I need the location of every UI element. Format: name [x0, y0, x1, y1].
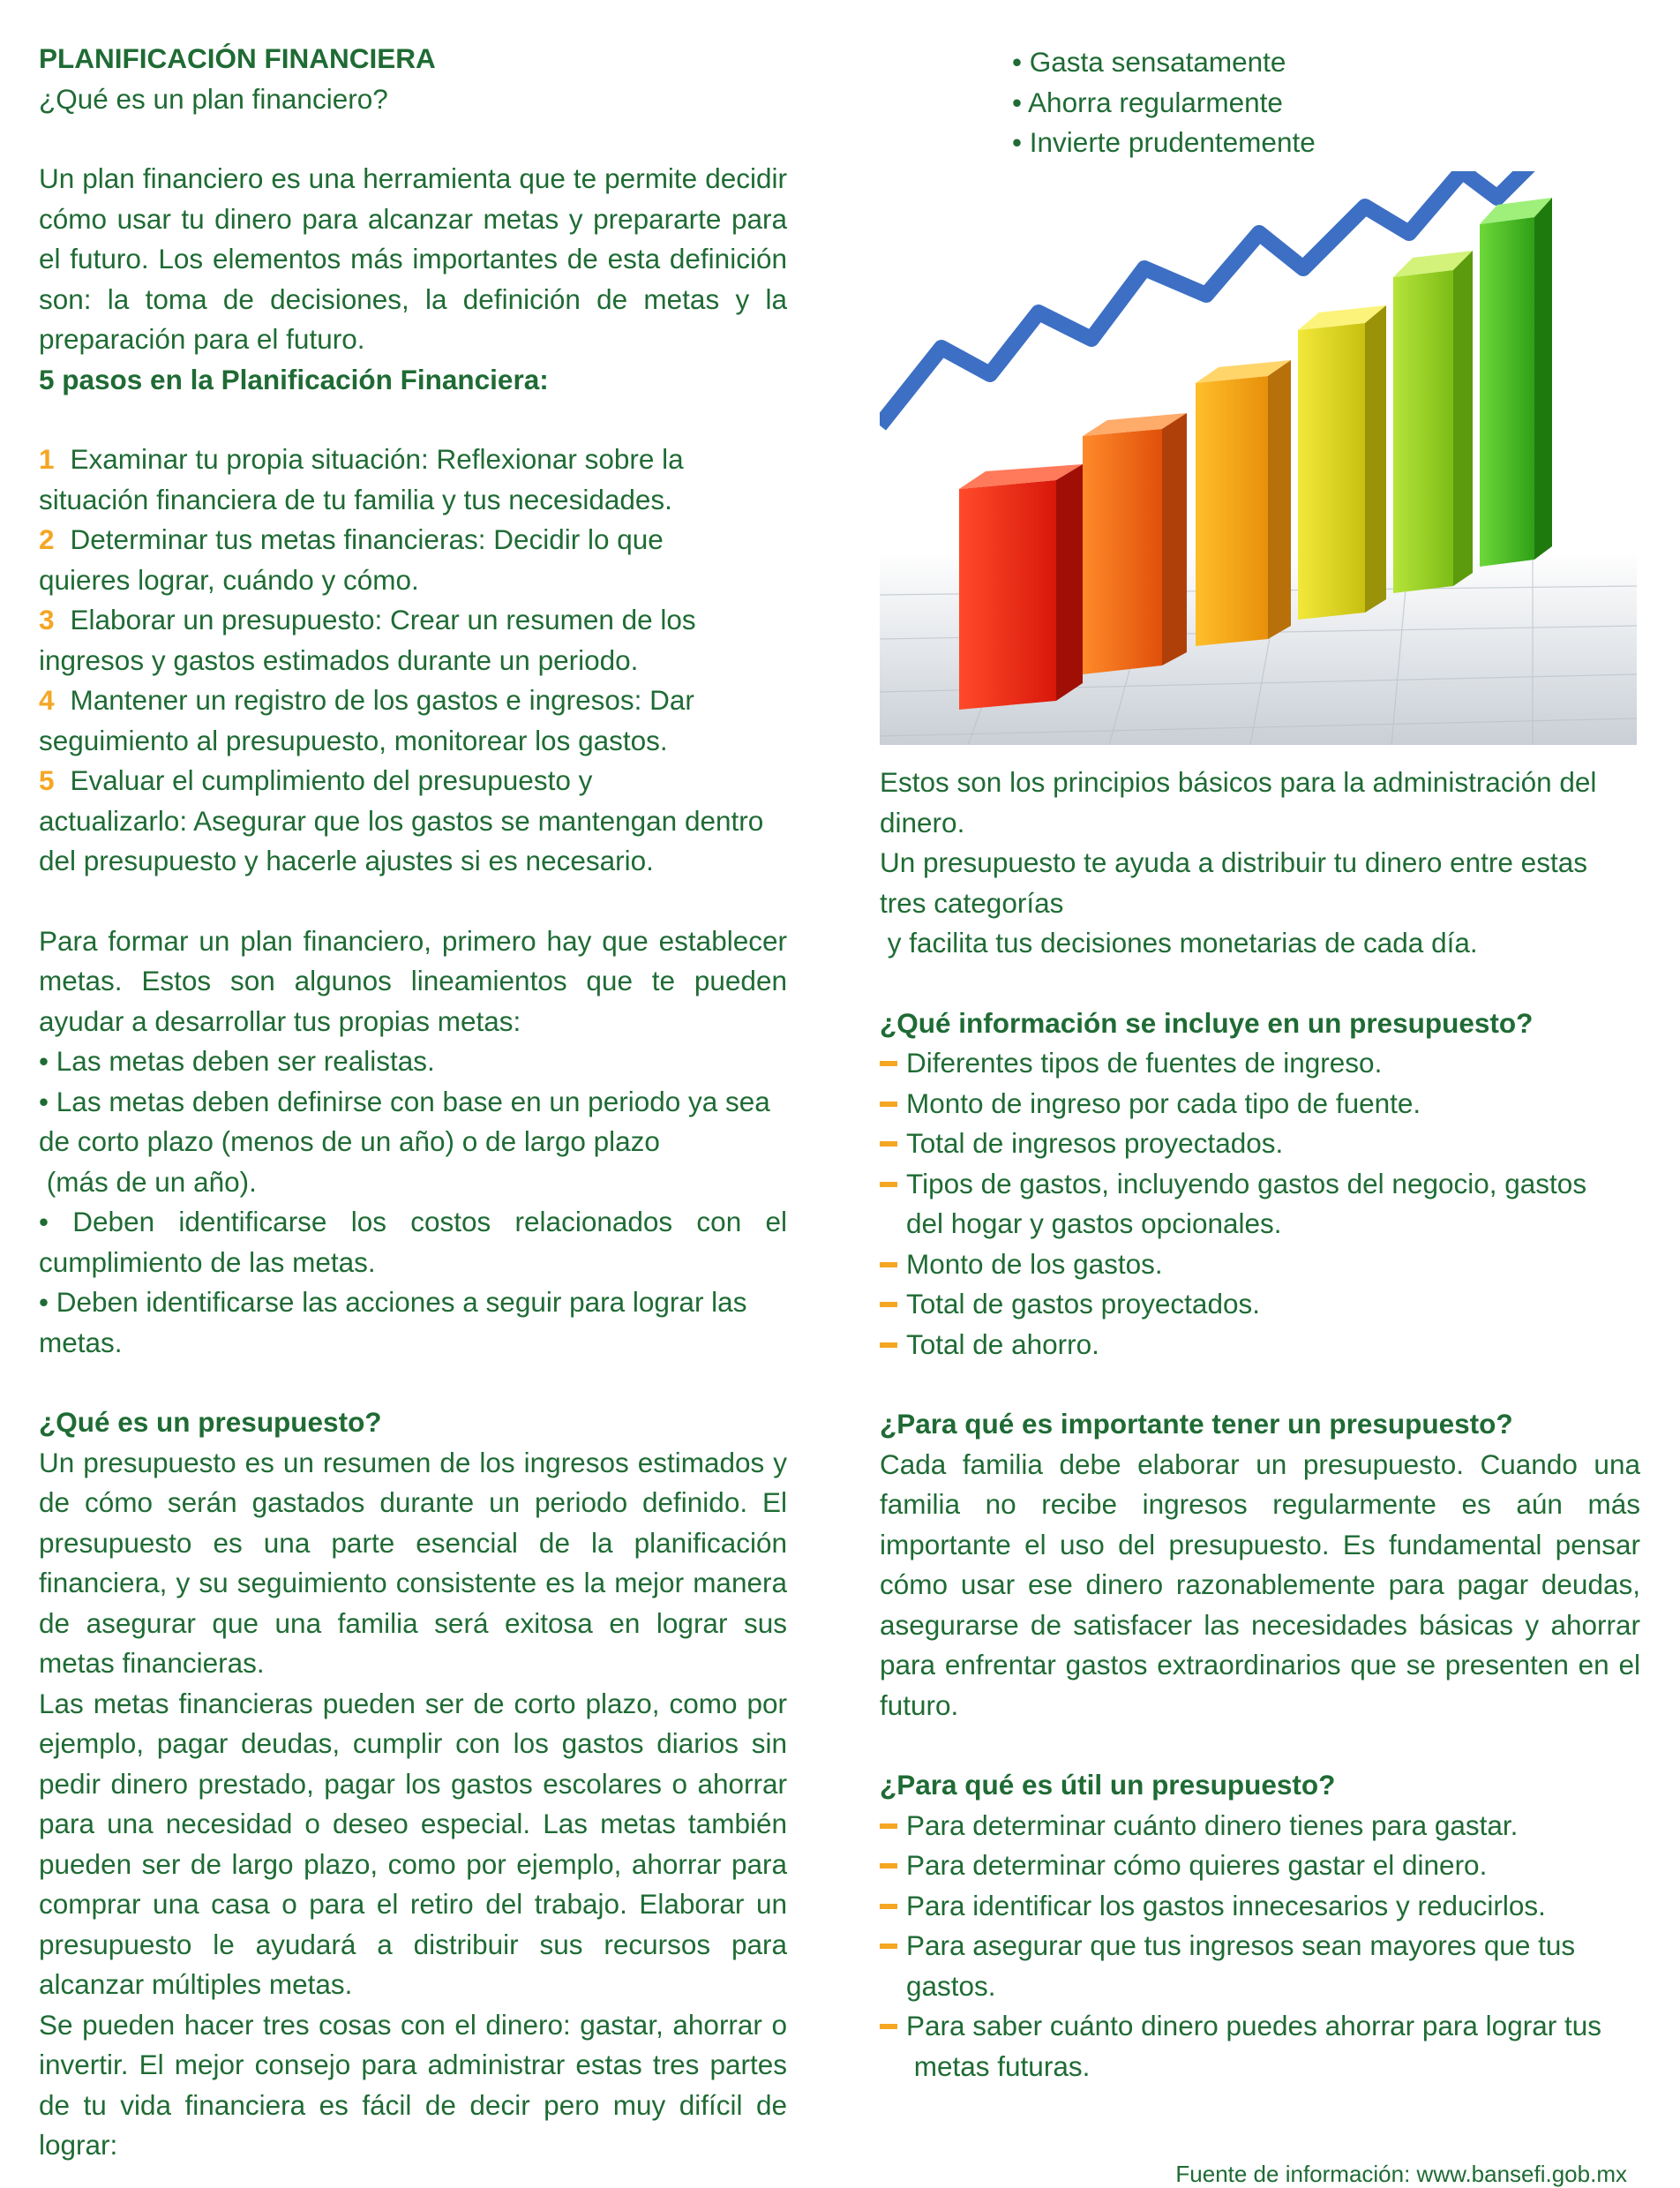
list-item: Total de ingresos proyectados.: [880, 1124, 1640, 1164]
budget-paragraph-1: Un presupuesto es un resumen de los ingresos estimados y de cómo serán gastados durante un periodo definido. El presupuesto es una parte esencial de la planificación financiera, y su seguimiento consistente es la mejor manera de asegurar que una familia será exitosa en lograr sus metas financieras.: [39, 1446, 787, 1679]
dash-bullet: [880, 1102, 897, 1107]
step-text: Mantener un registro de los gastos e ingresos: Dar: [70, 684, 694, 716]
tip-item: • Invierte prudentemente: [1012, 126, 1316, 158]
step-text-cont: situación financiera de tu familia y tus necesidades.: [39, 483, 672, 515]
list-item: Para asegurar que tus ingresos sean mayores que tus gastos.: [880, 1926, 1640, 2006]
bar-5: [1393, 251, 1473, 593]
left-column: [39, 0, 787, 2166]
dash-bullet: [880, 1823, 897, 1829]
principles-paragraph-2: Un presupuesto te ayuda a distribuir tu dinero entre estas tres categorías: [880, 846, 1587, 919]
budget-paragraph-3: Se pueden hacer tres cosas con el dinero: gastar, ahorrar o invertir. El mejor consejo para administrar estas tres partes de tu vida financiera es fácil de decir pero muy difícil de lograr:: [39, 2008, 787, 2161]
list-item: Monto de ingreso por cada tipo de fuente.: [880, 1084, 1640, 1124]
intro-paragraph: Un plan financiero es una herramienta que te permite decidir cómo usar tu dinero para alcanzar metas y prepararte para el futuro. Los elementos más importantes de esta definición son: la toma de decisiones, la definición de metas y la preparación para el futuro.: [39, 162, 787, 355]
step-number: 5: [39, 764, 55, 796]
list-item: Total de ahorro.: [880, 1325, 1640, 1365]
list-item: Tipos de gastos, incluyendo gastos del negocio, gastos del hogar y gastos opcionales.: [880, 1164, 1640, 1244]
dash-bullet: [880, 2024, 897, 2029]
goal-item: • Deben identificarse los costos relacionados con el cumplimiento de las metas.: [39, 1206, 787, 1278]
steps-heading: 5 pasos en la Planificación Financiera:: [39, 363, 549, 395]
step-text: Elaborar un presupuesto: Crear un resumen de los: [70, 604, 696, 635]
goal-item: • Las metas deben definirse con base en un periodo ya sea de corto plazo (menos de un año) o de largo plazo: [39, 1085, 770, 1157]
bar-2: [1083, 413, 1187, 674]
tip-item: • Gasta sensatamente: [1012, 46, 1286, 78]
right-column: [880, 0, 1640, 163]
step-text-cont: seguimiento al presupuesto, monitorear los gastos.: [39, 724, 668, 756]
principles-paragraph-1: Estos son los principios básicos para la administración del dinero.: [880, 766, 1597, 838]
dash-bullet: [880, 1262, 897, 1267]
step-item: [39, 440, 787, 480]
budget-heading: ¿Qué es un presupuesto?: [39, 1406, 382, 1438]
step-text: Determinar tus metas financieras: Decidir lo que: [70, 523, 664, 555]
info-list: [880, 1043, 1640, 1365]
tip-item: • Ahorra regularmente: [1012, 86, 1283, 118]
dash-bullet: [880, 1944, 897, 1949]
list-item: Total de gastos proyectados.: [880, 1284, 1640, 1325]
list-item: Para saber cuánto dinero puedes ahorrar para lograr tus metas futuras.: [880, 2006, 1640, 2086]
goal-item: • Deben identificarse las acciones a seguir para lograr las metas.: [39, 1286, 747, 1358]
right-column-lower: [880, 763, 1640, 2086]
bar-3: [1196, 360, 1291, 646]
step-text-cont: ingresos y gastos estimados durante un periodo.: [39, 643, 639, 676]
money-tips-list: [880, 42, 1640, 163]
goal-item: • Las metas deben ser realistas.: [39, 1045, 435, 1077]
goal-item-cont: (más de un año).: [39, 1165, 257, 1198]
subtitle: ¿Qué es un plan financiero?: [39, 82, 388, 115]
list-item: Para identificar los gastos innecesarios y reducirlos.: [880, 1886, 1640, 1927]
list-item: Para determinar cuánto dinero tienes para gastar.: [880, 1806, 1640, 1846]
important-heading: ¿Para qué es importante tener un presupuesto?: [880, 1408, 1513, 1440]
bar-4: [1298, 305, 1386, 620]
list-item: Para determinar cómo quieres gastar el dinero.: [880, 1846, 1640, 1886]
step-number: 4: [39, 684, 55, 716]
step-text: Evaluar el cumplimiento del presupuesto y: [70, 764, 593, 796]
important-paragraph: Cada familia debe elaborar un presupuesto. Cuando una familia no recibe ingresos regularmente es aún más importante el uso del presupuesto. Es fundamental pensar cómo usar ese dinero razonablemente para pagar deudas, asegurarse de satisfacer las necesidades básicas y ahorrar para enfrentar gastos extraordinarios que se presenten en el futuro.: [880, 1447, 1640, 1721]
step-number: 1: [39, 443, 55, 475]
step-text-cont: actualizarlo: Asegurar que los gastos se mantengan dentro del presupuesto y hacerle ajustes si es necesario.: [39, 804, 764, 876]
dash-bullet: [880, 1061, 897, 1066]
dash-bullet: [880, 1863, 897, 1868]
step-number: 3: [39, 604, 55, 635]
dash-bullet: [880, 1904, 897, 1909]
steps-list: [39, 440, 787, 882]
budget-paragraph-2: Las metas financieras pueden ser de corto plazo, como por ejemplo, pagar deudas, cumplir con los gastos diarios sin pedir dinero prestado, pagar los gastos escolares o ahorrar para una necesidad o deseo especial. Las metas también pueden ser de largo plazo, como por ejemplo, ahorrar para comprar una casa o para el retiro del trabajo. Elaborar un presupuesto le ayudará a distribuir sus recursos para alcanzar múltiples metas.: [39, 1687, 787, 2000]
step-text: Examinar tu propia situación: Reflexionar sobre la: [70, 443, 684, 475]
step-item: [39, 761, 787, 801]
step-item: [39, 520, 787, 560]
list-item: Diferentes tipos de fuentes de ingreso.: [880, 1043, 1640, 1084]
dash-bullet: [880, 1141, 897, 1147]
useful-list: [880, 1806, 1640, 2087]
bar-chart-graphic: [880, 171, 1637, 745]
list-item: Monto de los gastos.: [880, 1244, 1640, 1285]
step-item: [39, 680, 787, 721]
step-number: 2: [39, 523, 55, 555]
dash-bullet: [880, 1342, 897, 1348]
bar-6: [1480, 198, 1552, 567]
source-credit: Fuente de información: www.bansefi.gob.mx: [1175, 2161, 1627, 2187]
dash-bullet: [880, 1182, 897, 1187]
goals-intro: Para formar un plan financiero, primero hay que establecer metas. Estos son algunos lineamientos que te pueden ayudar a desarrollar tus propias metas:: [39, 924, 787, 1037]
info-heading: ¿Qué información se incluye en un presupuesto?: [880, 1006, 1534, 1039]
step-item: [39, 600, 787, 641]
principles-paragraph-3: y facilita tus decisiones monetarias de cada día.: [880, 927, 1478, 959]
step-text-cont: quieres lograr, cuándo y cómo.: [39, 563, 419, 596]
page-title: PLANIFICACIÓN FINANCIERA: [39, 42, 436, 74]
growth-chart-illustration: [880, 171, 1637, 745]
useful-heading: ¿Para qué es útil un presupuesto?: [880, 1769, 1336, 1801]
bar-1: [959, 464, 1083, 710]
dash-bullet: [880, 1302, 897, 1307]
